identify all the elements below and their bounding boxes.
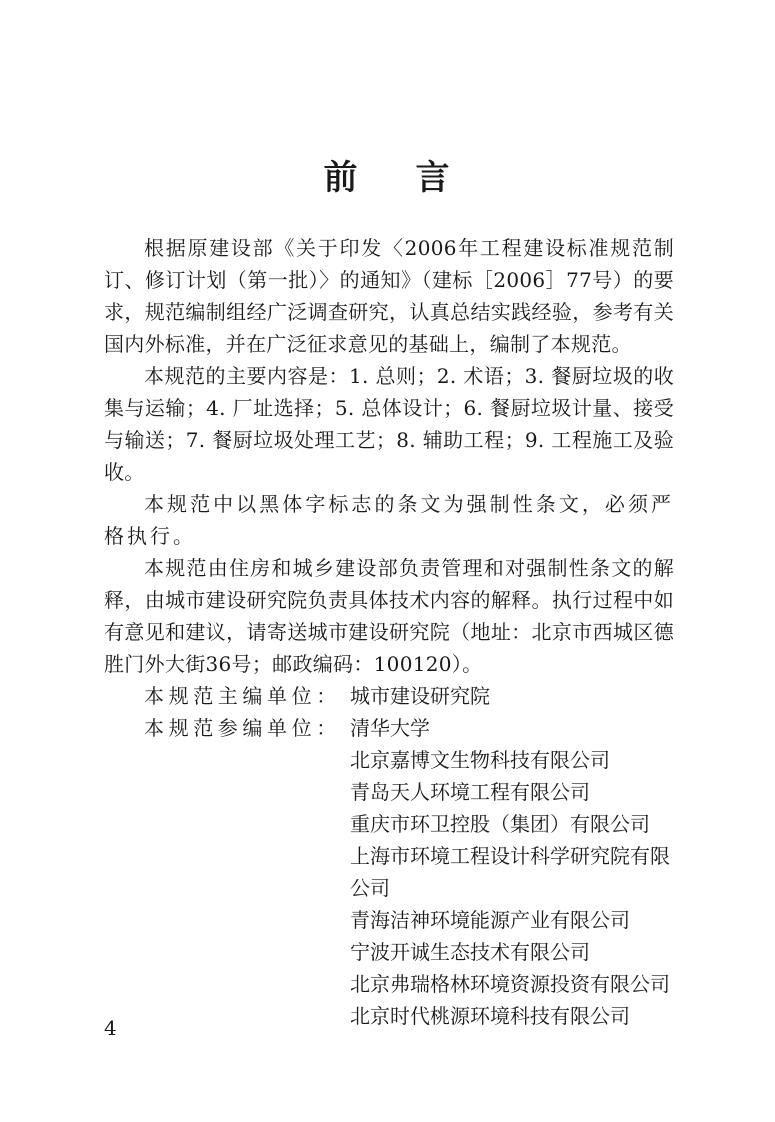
paragraph-management: 本规范由住房和城乡建设部负责管理和对强制性条文的解释，由城市建设研究院负责具体技术内容的解释。执行过程中如有意见和建议，请寄送城市建设研究院（地址：北京市西城区德胜门外大街36号；邮政编码：100120）。 — [104, 556, 674, 676]
paragraph-mandatory-clauses: 本规范中以黑体字标志的条文为强制性条文，必须严格执行。 — [104, 492, 674, 548]
chief-editor-name: 城市建设研究院 — [350, 684, 490, 708]
participating-unit: 青海洁神环境能源产业有限公司 — [350, 908, 630, 932]
participating-unit: 北京弗瑞格林环境资源投资有限公司 — [350, 972, 670, 996]
document-body — [104, 232, 674, 1032]
participating-unit: 重庆市环卫控股（集团）有限公司 — [350, 812, 650, 836]
participating-units-label: 本规范参编单位： — [144, 716, 341, 740]
paragraph-background: 根据原建设部《关于印发〈2006年工程建设标准规范制订、修订计划（第一批）〉的通知》（建标［2006］77号）的要求，规范编制组经广泛调查研究，认真总结实践经验，参考有关国内外标准，并在广泛征求意见的基础上，编制了本规范。 — [104, 236, 674, 356]
participating-unit: 宁波开诚生态技术有限公司 — [350, 940, 590, 964]
chief-editor-unit — [144, 680, 674, 712]
page-number: 4 — [104, 1016, 117, 1040]
participating-unit: 北京嘉博文生物科技有限公司 — [350, 748, 610, 772]
participating-unit: 北京时代桃源环境科技有限公司 — [350, 1004, 630, 1028]
paragraph-contents: 本规范的主要内容是：1. 总则；2. 术语；3. 餐厨垃圾的收集与运输；4. 厂址选择；5. 总体设计；6. 餐厨垃圾计量、接受与输送；7. 餐厨垃圾处理工艺；8. 辅助工程；9. 工程施工及验收。 — [104, 364, 674, 484]
participating-unit: 青岛天人环境工程有限公司 — [350, 780, 590, 804]
chief-editor-label: 本规范主编单位： — [144, 684, 341, 708]
page-title — [0, 150, 775, 199]
participating-unit: 上海市环境工程设计科学研究院有限公司 — [350, 844, 670, 900]
participating-units-list — [104, 744, 674, 1032]
page-title-char-1: 前 — [323, 158, 360, 198]
participating-units — [144, 712, 674, 744]
participating-unit-first: 清华大学 — [350, 716, 430, 740]
page-title-char-2: 言 — [415, 158, 452, 198]
